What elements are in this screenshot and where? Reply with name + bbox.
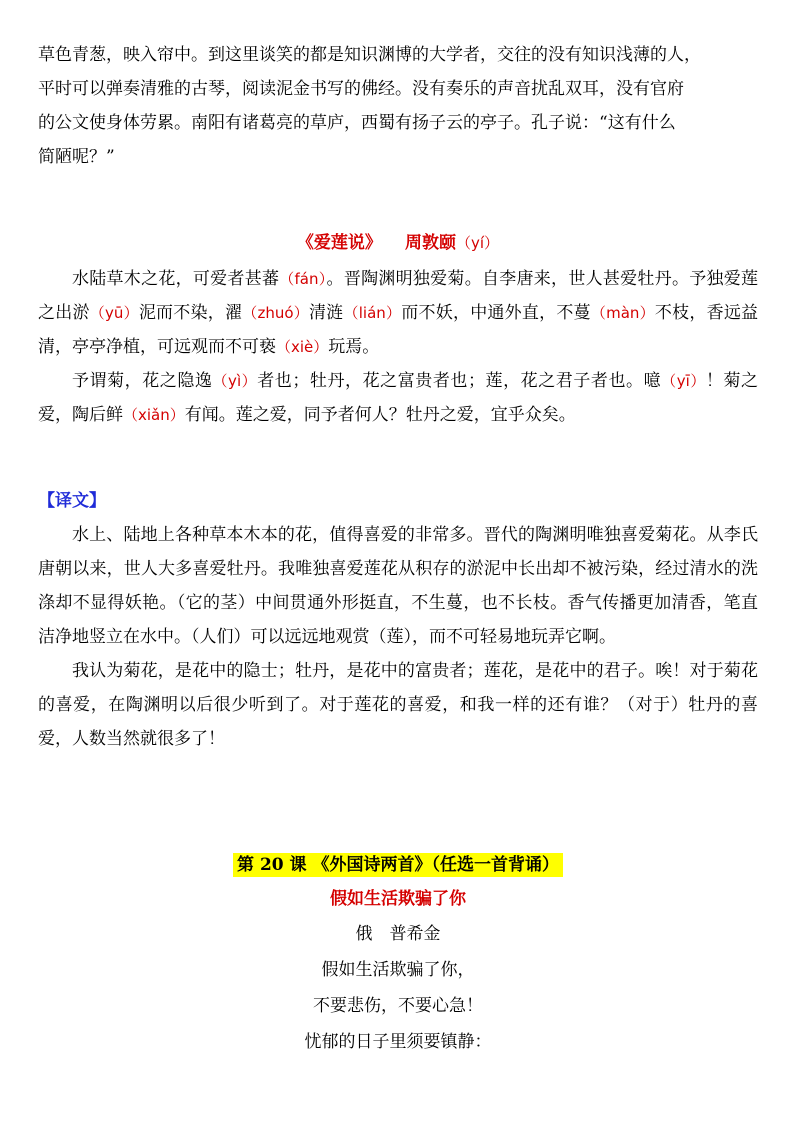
poem-title: 假如生活欺骗了你 [330,889,466,909]
translation-paragraph-1: 水上、陆地上各种草本木本的花，值得喜爱的非常多。晋代的陶渊明唯独喜爱菊花。从李氏唐朝以来，世人大多喜爱牡丹。我唯独喜爱莲花从积存的淤泥中长出却不被污染，经过清水的洗涤却不显得妖艳。（它的茎）中间贯通外形挺直，不生蔓，也不长枝。香气传播更加清香，笔直洁净地竖立在水中。（人们）可以远远地观赏（莲），而不可轻易地玩弄它啊。 [38,525,758,647]
poem-line: 不要悲伤，不要心急！ [313,996,483,1016]
ailian-title: 《爱莲说》 [296,233,382,253]
text-segment: ！菊之爱，陶后鲜 [38,371,759,425]
pinyin-annotation: （yì） [212,372,258,390]
poem-line: 忧郁的日子里须要镇静： [304,1032,492,1052]
pinyin-annotation: （fán） [279,270,327,288]
pinyin-annotation: （xiè） [276,338,329,356]
poem-line: 假如生活欺骗了你， [321,960,475,980]
text-segment: 不枝，香远益清，亭亭净植，可远观而不可亵 [38,303,759,357]
ailian-heading [38,226,758,260]
pinyin-annotation: （yī） [661,372,706,390]
lesson20-heading: 第 20 课 《外国诗两首》（任选一首背诵） [233,853,563,877]
text-line: 草色青葱，映入帘中。到这里谈笑的都是知识渊博的大学者，交往的没有知识浅薄的人， [38,45,701,65]
ailian-paragraph-2 [38,364,758,432]
text-segment: 泥而不染，濯 [138,303,243,323]
ailian-paragraph-1 [38,262,758,364]
pinyin-annotation: （xiǎn） [123,406,185,424]
lesson20-block [38,848,758,1060]
text-line: 的公文使身体劳累。南阳有诸葛亮的草庐，西蜀有扬子云的亭子。孔子说：“这有什么 [38,113,676,133]
translation-label: 【译文】 [38,491,106,511]
pinyin-annotation: （zhuó） [242,304,310,322]
translation-paragraph-2: 我认为菊花，是花中的隐士；牡丹，是花中的富贵者；莲花，是花中的君子。唉！对于菊花的喜爱，在陶渊明以后很少听到了。对于莲花的喜爱，和我一样的还有谁？（对于）牡丹的喜爱，人数当然就很多了！ [38,661,758,749]
text-segment: 而不妖，中通外直，不蔓 [401,303,591,323]
ailian-author: 周敦颐 [405,233,457,253]
poem-author: 俄 普希金 [355,924,441,944]
ailian-body [38,262,758,432]
text-line: 简陋呢？” [38,147,115,167]
text-segment: 有闻。莲之爱，同予者何人？牡丹之爱，宜乎众矣。 [184,405,576,425]
text-segment: 。晋陶渊明独爱菊。自李唐来，世人甚爱牡丹。予独爱莲之出淤 [38,269,759,323]
text-segment: 水陆草木之花，可爱者甚蕃 [72,269,280,289]
translation-block [38,484,758,756]
pinyin-annotation: （lián） [343,304,402,322]
top-translation-block [38,38,758,174]
text-segment: 玩焉。 [328,337,380,357]
text-line: 平时可以弹奏清雅的古琴，阅读泥金书写的佛经。没有奏乐的声音扰乱双耳，没有官府 [38,79,684,99]
text-segment: 予谓菊，花之隐逸 [72,371,213,391]
author-pinyin: （yí） [456,234,500,252]
text-segment: 清涟 [309,303,344,323]
text-segment: 者也；牡丹，花之富贵者也；莲，花之君子者也。噫 [257,371,662,391]
pinyin-annotation: （màn） [590,304,655,322]
pinyin-annotation: （yū） [89,304,139,322]
